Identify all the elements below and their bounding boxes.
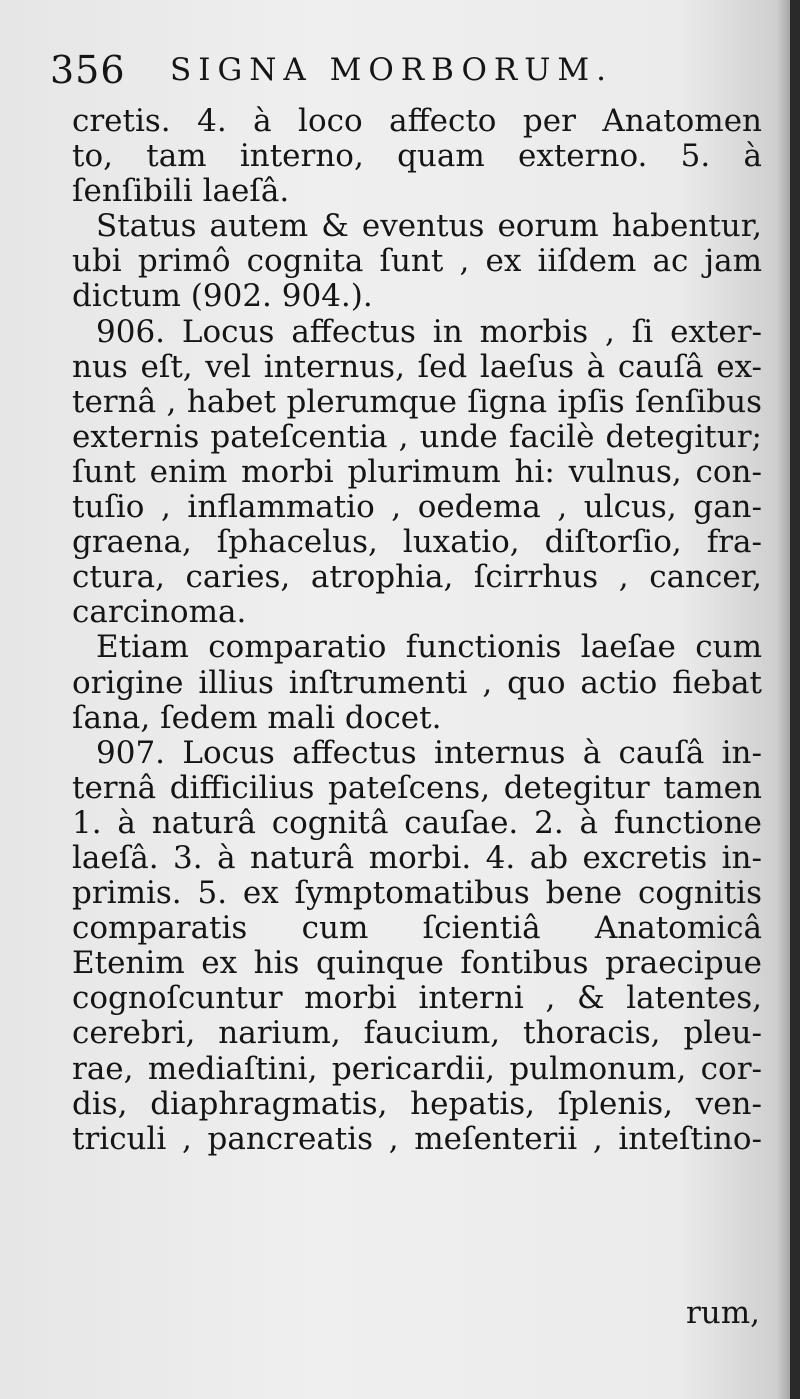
text-line: to, tam interno, quam externo. 5. à [72,139,762,175]
text-line: laeſâ. 3. à naturâ morbi. 4. ab excretis in- [72,840,762,876]
text-line: carcinoma. [72,595,247,631]
text-line: origine illius inſtrumenti , quo actio fiebat [72,665,762,701]
text-line: graena, ſphacelus, luxatio, diſtorſio, fra- [72,525,762,561]
text-line: externis pateſcentia , unde facilè detegitur; [72,419,762,455]
text-line: ſenſibili laeſâ. [72,174,290,210]
text-line: dictum (902. 904.). [72,279,373,315]
paragraph-start: Etiam comparatio functionis laeſae cum [96,630,762,666]
page-header [50,48,750,108]
text-line: nus eſt, vel internus, ſed laeſus à cauſâ ex- [72,349,762,385]
text-line: 1. à naturâ cognitâ cauſae. 2. à functione [72,805,762,841]
text-line: primis. 5. ex ſymptomatibus bene cognitis [72,876,762,912]
text-line: tuſio , inflammatio , oedema , ulcus, gan- [72,490,762,526]
text-line: ſunt enim morbi plurimum hi: vulnus, con- [72,454,762,490]
text-line: ternâ , habet plerumque ſigna ipſis ſenſibus [72,384,762,420]
paragraph-start: Status autem & eventus eorum habentur, [96,209,762,245]
catchword: rum, [685,1295,760,1331]
text-line: dis, diaphragmatis, hepatis, ſplenis, ven- [72,1086,762,1122]
text-line: ctura, caries, atrophia, ſcirrhus , cancer, [72,560,762,596]
text-line: comparatis cum ſcientiâ Anatomicâ [72,911,762,947]
paragraph-906: 906. Locus affectus in morbis , ſi exter- [96,314,762,350]
paragraph-907: 907. Locus affectus internus à cauſâ in- [96,735,762,771]
text-line: rae, mediaſtini, pericardii, pulmonum, cor- [72,1051,762,1087]
text-line: cognoſcuntur morbi interni , & latentes, [72,981,762,1017]
page-edge-shadow [790,0,800,1399]
running-head: SIGNA MORBORUM. [170,52,613,88]
text-line: cerebri, narium, faucium, thoracis, pleu- [72,1016,762,1052]
text-line: ſana, ſedem mali docet. [72,700,442,736]
text-line: triculi , pancreatis , meſenterii , inteſtino- [72,1121,762,1157]
body-text [72,104,762,1157]
text-line: ternâ difficilius pateſcens, detegitur tamen [72,770,762,806]
text-line: cretis. 4. à loco affecto per Anatomen [72,104,762,139]
page-number: 356 [50,48,126,92]
text-line: ubi primô cognita ſunt , ex iiſdem ac jam [72,244,762,280]
text-line: Etenim ex his quinque fontibus praecipue [72,946,762,982]
